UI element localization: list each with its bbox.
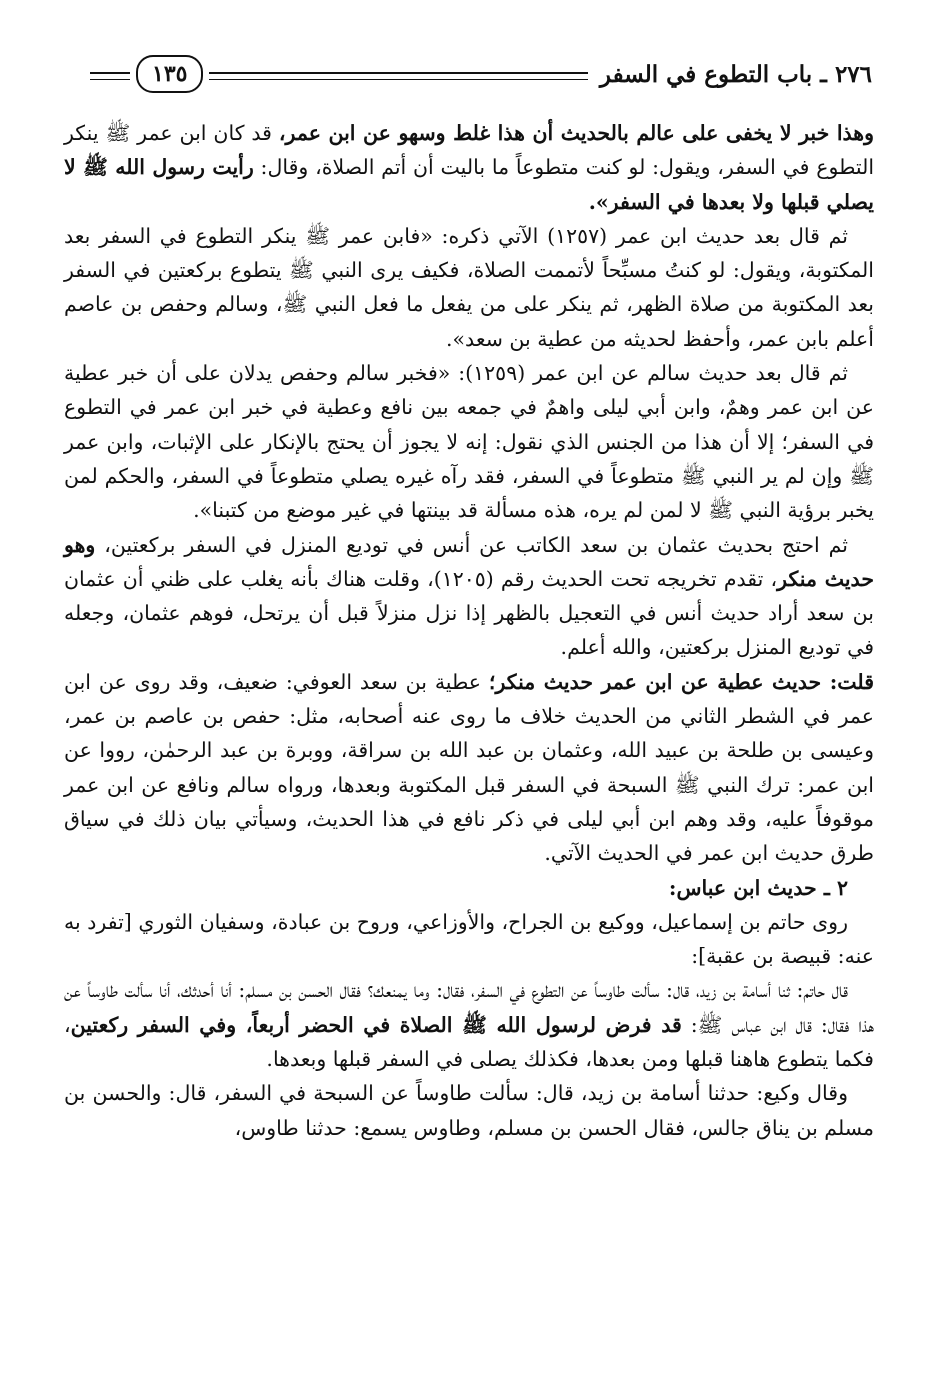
text-segment: ثم قال بعد حديث سالم عن ابن عمر (١٢٥٩): «فخبر سالم وحفص يدلان على أن خبر عطية عن ابن عمر وهمٌ، وابن أبي ليلى واهمٌ في جمعه بين نافع وعطية في خبر ابن عمر في التطوع في السفر؛ إلا أن هذا من الجنس الذي نقول: إنه لا يجوز أن يحتج بالإنكار على الإثبات، وابن عمر ﷺ وإن لم ير النبي ﷺ متطوعاً في السفر، فقد رآه غيره يصلي متطوعاً في السفر، والحكم لمن يخبر برؤية النبي ﷺ لا لمن لم يره، هذه مسألة قد بينتها في غير موضع من كتبنا». [64, 361, 874, 523]
text-segment: قال حاتم: ثنا أسامة بن زيد، قال: سألت طاوساً عن التطوع في السفر، فقال: وما يمنعك؟ فقال الحسن بن مسلم: أنا أحدثك، أنا سألت طاوساً عن هذا فقال: قال ابن عباس ﷺ: [64, 978, 874, 1037]
paragraph [64, 871, 874, 905]
text-segment: ، تقدم تخريجه تحت الحديث رقم (١٢٠٥)، وقلت هناك بأنه يغلب على ظني أن عثمان بن سعد أراد حديث أنس في التعجيل بالظهر إذا نزل منزلاً قبل أن يرتحل، فوهم عثمان، وجعله في توديع المنزل بركعتين، والله أعلم. [64, 566, 874, 660]
text-segment: روى حاتم بن إسماعيل، ووكيع بن الجراح، والأوزاعي، وروح بن عبادة، وسفيان الثوري [تفرد به عنه: قبيصة بن عقبة]: [64, 909, 874, 969]
bold-text-segment: وهذا خبر لا يخفى على عالم بالحديث أن هذا غلط وسهو عن ابن عمر، [278, 121, 874, 145]
paragraph [64, 219, 874, 356]
header-rule [209, 72, 587, 80]
bold-text-segment: قلت: حديث عطية عن ابن عمر حديث منكر؛ [488, 669, 874, 694]
paragraph [64, 116, 874, 219]
text-segment: ، فكما يتطوع هاهنا قبلها ومن بعدها، فكذلك يصلى في السفر قبلها وبعدها. [64, 1012, 874, 1072]
paragraph [64, 905, 874, 974]
bold-text-segment: رأيت رسول الله ﷺ لا يصلي قبلها ولا بعدها في السفر». [64, 155, 874, 214]
page-number-badge: ١٣٥ [136, 55, 203, 93]
header-rule-end [90, 72, 130, 80]
paragraph [64, 528, 874, 665]
paragraph [64, 356, 874, 527]
running-title: ٢٧٦ ـ باب التطوع في السفر [599, 60, 872, 88]
body-text [64, 116, 874, 1145]
text-segment: قد كان ابن عمر ﷺ ينكر التطوع في السفر، ويقول: لو كنت متطوعاً ما باليت أن أتم الصلاة، وقال: [64, 121, 875, 180]
text-segment: ثم احتج بحديث عثمان بن سعد الكاتب عن أنس في توديع المنزل في السفر بركعتين، [95, 532, 848, 557]
paragraph [64, 973, 874, 1076]
paragraph [64, 665, 874, 871]
text-segment: وقال وكيع: حدثنا أسامة بن زيد، قال: سألت طاوساً عن السبحة في السفر، قال: والحسن بن مسلم بن يناق جالس، فقال الحسن بن مسلم، وطاوس يسمع: حدثنا طاوس، [64, 1081, 874, 1140]
text-segment: ثم قال بعد حديث ابن عمر (١٢٥٧) الآتي ذكره: «فابن عمر ﷺ ينكر التطوع في السفر بعد المكتوبة، ويقول: لو كنتُ مسبِّحاً لأتممت الصلاة، فكيف يرى النبي ﷺ يتطوع بركعتين في السفر بعد المكتوبة من صلاة الظهر، ثم ينكر على من يفعل ما فعل النبي ﷺ، وسالم وحفص بن عاصم أعلم بابن عمر، وأحفظ لحديثه من عطية بن سعد». [64, 223, 874, 351]
bold-text-segment: ٢ ـ حديث ابن عباس: [668, 875, 848, 900]
page-header [90, 54, 872, 94]
paragraph [64, 1076, 874, 1145]
text-segment: عطية بن سعد العوفي: ضعيف، وقد روى عن ابن عمر في الشطر الثاني من الحديث خلاف ما روى عنه أصحابه، مثل: حفص بن عاصم بن عمر، وعيسى بن طلحة بن عبيد الله، وعثمان بن عبد الله بن سراقة، ووبرة بن عبد الرحمٰن، رووا عن ابن عمر: ترك النبي ﷺ السبحة في السفر قبل المكتوبة وبعدها، ورواه سالم ونافع عن ابن عمر موقوفاً عليه، وقد وهم ابن أبي ليلى في ذكر نافع في هذا الحديث، وسيأتي بيان ذلك في سياق طرق حديث ابن عمر في الحديث الآتي. [64, 669, 874, 866]
bold-text-segment: قد فرض لرسول الله ﷺ الصلاة في الحضر أربعاً، وفي السفر ركعتين [70, 1012, 682, 1037]
bold-text-segment: وهو حديث منكر [64, 532, 874, 591]
